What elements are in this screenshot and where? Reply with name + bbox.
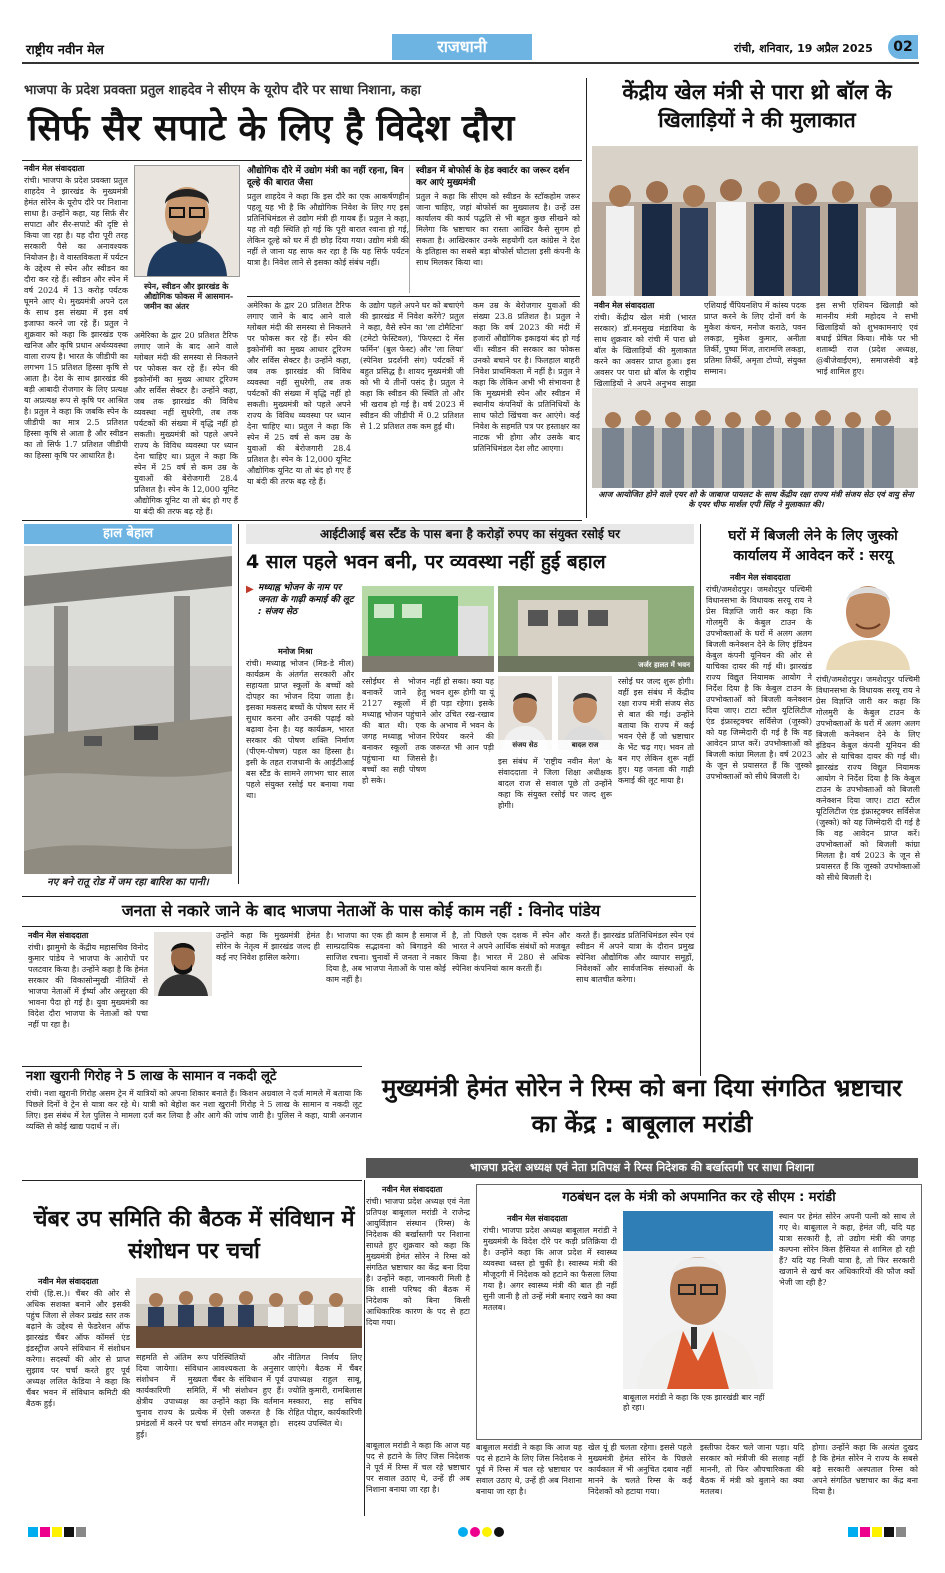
story1-photo-caption: स्पेन, स्वीडन और झारखंड के औद्योगिक फोकस में आसमान-जमीन का अंतर (144, 282, 234, 311)
story8-col2: सहमति से अंतिम रूप दिया जायेगा। संविधान संशोधन में मुख्यतः कार्यकारिणी समिति, क्षेत्रीय उपाध्यक्ष का चुनाव राज्य के प्रत्येक प्रमंडलों में करने पर चर्चा हुई। (136, 1353, 208, 1439)
story3-byline: मनोज मिश्रा (278, 647, 313, 656)
story1-col5: कम उम्र के बेरोजगार युवाओं की संख्या 23.8 प्रतिशत है। प्रतुल ने कहा कि वर्ष 2023 की मंदी में हजारों औद्योगिक इकाइयां बंद हो गई थीं। स्वीडन की सरकार का फोकस उनको बचाने पर है। फिलहाल बाहरी निवेश प्राथमिकता में नहीं है। प्रतुल ने कहा कि लेकिन अभी भी संभावना है कि मुख्यमंत्री स्पेन और स्वीडन में स्थानीय कंपनियों के प्रतिनिधियों के साथ फोटो खिंचवा कर आएंगे। कई निवेश के सहमति पत्र पर हस्ताक्षर का नाटक भी होगा और उसके बाद प्रतिनिधिमंडल देश लौट आएगा। (473, 301, 580, 453)
story1-portrait (134, 165, 240, 277)
story7-col4: इस्तीफा देकर चले जाना पड़ा। यदि सरकार को मंत्रीजी की सलाह नहीं माननी, तो फिर औपचारिकता की बैठक में मंत्री को बुलाने का क्या मतलब। (700, 1443, 804, 1496)
story5-col1: रांची। झामुमो के केंद्रीय महासचिव विनोद कुमार पांडेय ने भाजपा के आरोपों पर पलटवार किया है। उन्होंने कहा है कि हेमंत सरकार की विकासोन्मुखी नीतियों से भाजपा नेताओं में ईर्ष्या और असुरक्षा की भावना पैदा हो गई है। युवा मुख्यमंत्री का विदेश दौरा भाजपा के नेताओं को पचा नहीं पा रहा है। (28, 943, 148, 1029)
story7-box-caption: बाबूलाल मरांडी ने कहा कि एक झारखंडी बार नहीं हो रहा। (623, 1393, 765, 1412)
story6-headline: नशा खुरानी गिरोह ने 5 लाख के सामान व नकदी लूटे (26, 1069, 277, 1084)
story5-headline: जनता से नकारे जाने के बाद भाजपा नेताओं के पास कोई काम नहीं : विनोद पांडेय (121, 901, 601, 920)
story2-col3: इस सभी एशियन खिलाड़ी को माननीय मंत्री महोदय ने सभी खिलाड़ियों को शुभकामनाएं एवं बधाई प्रेषित किया। मौके पर भी शताब्दी राज (प्रदेश अध्यक्ष, @बीजेवाईएम), समाजसेवी बड़े भाई शामिल हुए। (816, 301, 918, 376)
story7-byline: नवीन मेल संवाददाता (382, 1185, 443, 1194)
story8-col1: रांची (हि.स.)। चैंबर की ओर से अधिक सशक्त बनाने और इसकी पहुंच जिला से लेकर प्रखंड स्तर तक बढ़ाने के उद्देश्य से फेडरेशन ऑफ झारखंड चैंबर ऑफ कॉमर्स एंड इंडस्ट्रीज अपने संविधान में संशोधन करेगा। सदस्यों की ओर से प्राप्त सुझाव पर चर्चा करते हुए पूर्व अध्यक्ष ललित केडिया ने कहा कि चैंबर भवन में संविधान कमिटी की बैठक हुई। (26, 1289, 130, 1408)
story2-caption2: आज आयोजित होने वाले एयर शो के जाबाज पायलट के साथ केंद्रीय रक्षा राज्य मंत्री संजय सेठ एवं वायु सेना के एयर चीफ मार्शल एपी सिंह ने मुलाकात की। (598, 490, 914, 509)
story3-kicker: आईटीआई बस स्टैंड के पास बना है करोड़ों रुपए का संयुक्त रसोई घर (246, 524, 694, 544)
story7-col1: रांची। भाजपा प्रदेश अध्यक्ष एवं नेता प्रतिपक्ष बाबूलाल मरांडी ने राजेन्द्र आयुर्विज्ञान संस्थान (रिम्स) के निदेशक की बर्खास्तगी पर निशाना साधते हुए शुक्रवार को कहा कि मुख्यमंत्री हेमंत सोरेन ने रिम्स को संगठित भ्रष्टाचार का केंद्र बना दिया है। उन्होंने कहा, जानकारी मिली है कि शासी परिषद की बैठक में निदेशक को बिना किसी आधिकारिक कारण के पद से हटा दिया गया। (366, 1197, 470, 1327)
story3-col3: नहीं हो सका। क्या यह भवन शुरू होगी या यूं ही पड़ा रहेगा। इसके ओर उचित रख-रखाव के अभाव में भवन के रिपेयर करने की जरूरत भी आन पड़ी है। (430, 677, 494, 763)
story5-col3: है। भाजपा का एक ही काम है समाज में साम्प्रदायिक सद्भावना को बिगाड़ने की साजिश रचना। चुनावों में जनता ने नकार दिया है, अब भाजपा नेताओं के पास कोई काम नहीं है। (326, 931, 446, 984)
story1-box1-title: औद्योगिक दौरे में उद्योग मंत्री का नहीं रहना, बिन दूल्हे की बारात जैसा (247, 166, 404, 188)
haal-photo (24, 546, 232, 874)
header (22, 34, 919, 64)
story7-col3: खेल यूं ही चलता रहेगा। इससे पहले मुख्यमंत्री हेमंत सोरेन के पिछले कार्यकाल में भी अनुचित दबाव नहीं मानने के चलते रिम्स के कई निदेशकों को हटाया गया। (588, 1443, 692, 1496)
story5-col4: है, तो पिछले एक दशक में स्पेन और भारत ने अपने आर्थिक संबंधों को मजबूत किया है। भारत में 280 से अधिक स्पेनिश कंपनियां काम करती हैं। (452, 931, 570, 973)
story4-byline: नवीन मेल संवाददाता (730, 573, 791, 582)
story3-col2: रसोईघर से भोजन बनाकरें जाने हेतु 2127 स्कूलों में मध्याह्न भोजन पहुंचाने की बात थी। एक जगह मध्याह्न भोजन बनाकर स्कूलों तक पहुंचाना था जिससे बच्चों का सही पोषण हो सके। (362, 677, 426, 785)
quote-arrow-icon: ▶ (246, 584, 254, 595)
story3-headline: 4 साल पहले भवन बनी, पर व्यवस्था नहीं हुई बहाल (246, 551, 606, 573)
story7-box-photo (623, 1211, 773, 1389)
story1-box2-text: प्रतुल ने कहा कि सीएम को स्वीडन के स्टॉकहोम जरूर जाना चाहिए, जहां बोफोर्स का मुख्यालय है। उन्हें उस कार्यालय की कार्य पद्धति से भी बहुत कुछ सीखने को मिलेगा कि भ्रष्टाचार का रास्ता आखिर कैसे सुगम हो सकता है। आखिरकार उनके सहयोगी दल कांग्रेस ने देश के इतिहास का सबसे बड़ा बोफोर्स घोटाला इसी कंपनी के साथ मिलकर किया था। (416, 192, 580, 267)
story4-headline: घरों में बिजली लेने के लिए जुस्को कार्यालय में आवेदन करें : सरयू (728, 528, 898, 564)
story1-col1b: अमेरिका के द्वार 20 प्रतिशत टैरिफ लगाए जाने के बाद आने वाले ग्लोबल मंदी की समस्या से निकलने पर फोकस कर रहे हैं। स्पेन की इकोनॉमी का मुख्य आधार टूरिज्म और सर्विस सेक्टर है। उन्होंने कहा, जब तक झारखंड की विविध व्यवस्था नहीं सुधरेगी, तब तक पर्यटकों की संख्या में वृद्धि नहीं हो सकती। मुख्यमंत्री को पहले अपने राज्य के विविध व्यवस्था पर ध्यान देना चाहिए था। प्रतुल ने कहा कि स्पेन में 25 वर्ष से कम उम्र के युवाओं की बेरोजगारी 28.4 प्रतिशत है। स्पेन के 12,000 यूनिट औद्योगिक यूनिट या तो बंद हो गए हैं या बंदी की तरफ बढ़ रहे हैं। (134, 331, 238, 516)
story3-photo-ruined (498, 586, 694, 672)
story1-kicker: भाजपा के प्रदेश प्रवक्ता प्रतुल शाहदेव ने सीएम के यूरोप दौरे पर साधा निशाना, कहा (24, 83, 421, 98)
story3-quote (246, 582, 354, 644)
story5-byline: नवीन मेल संवाददाता (28, 931, 89, 940)
masthead: राष्ट्रीय नवीन मेल (26, 43, 104, 58)
story3-photo-label: जर्जर हालत में भवन (638, 661, 690, 669)
section-label: राजधानी (392, 34, 532, 60)
story3-quote-text: मध्याह्न भोजन के नाम पर जनता के गाढ़ी कमाई की लूट : संजय सेठ (258, 583, 354, 617)
story2-photo1 (592, 146, 918, 296)
story2-byline: नवीन मेल संवाददाता (594, 301, 655, 310)
dateline: रांची, शनिवार, 19 अप्रैल 2025 (734, 42, 873, 55)
story3-photo-building (362, 586, 494, 672)
story7-col1b: बाबूलाल मरांडी ने कहा कि आज यह पद से हटाने के लिए जिस निदेशक ने पूर्व में रिम्स में चल रहे भ्रष्टाचार पर सवाल उठाए थे, उन्हें ही अब निशाना बनाया जा रहा है। (366, 1441, 470, 1494)
story8-col4: नीतिगत निर्णय लिए जाएंगे। बैठक में चैंबर उपाध्यक्ष राहुल साबू, ज्योति कुमारी, रामबिलास मस्कारा, सह सचिव रोहित पोद्दार, कार्यकारिणी सदस्य उपस्थित थे। (288, 1353, 362, 1428)
story8-headline: चेंबर उप समिति की बैठक में संविधान में संशोधन पर चर्चा (33, 1207, 355, 1264)
story8-col3: परिस्थितियों और आवश्यकता के अनुसार चैंबर के संविधान में पूर्व में भी संशोधन हुए हैं। उन्होंने कहा कि वर्तमान में ऐसी जरूरत है कि संगठन और मजबूत हो। (212, 1353, 284, 1428)
story4-text-col2: रांची/जमशेदपुर। जमशेदपुर पश्चिमी विधानसभा के विधायक सरयू राय ने प्रेस विज्ञप्ति जारी कर कहा कि गोलमुरी के केबुल टाउन के उपभोक्ताओं के घरों में अलग अलग बिजली कनेक्शन देने के लिए इंडियन केबुल कंपनी यूनियन की ओर से याचिका दायर की गई थी। झारखंड राज्य विद्युत नियामक आयोग ने निर्देश दिया है कि केबुल टाउन के उपभोक्ताओं को बिजली कनेक्शन दिया जाए। टाटा स्टील यूटिलिटीज एंड इंफ्रास्ट्रक्चर सर्विसेज (जुस्को) को यह जिम्मेदारी दी गई है कि वह आवेदन प्राप्त करें। उपभोक्ताओं को बिजली कांग्रा मिलता है। वर्ष 2023 के जून से प्रयासरत हैं कि जुस्को उपभोक्ताओं को सीधे बिजली दे। (816, 675, 920, 882)
story1-col3: अमेरिका के द्वार 20 प्रतिशत टैरिफ लगाए जाने के बाद आने वाले ग्लोबल मंदी की समस्या से निकलने पर फोकस कर रहे हैं। स्पेन की इकोनॉमी का मुख्य आधार टूरिज्म और सर्विस सेक्टर है। उन्होंने कहा, जब तक झारखंड की विविध व्यवस्था नहीं सुधरेगी, तब तक पर्यटकों की संख्या में वृद्धि नहीं हो सकती। मुख्यमंत्री को पहले अपने राज्य के विविध व्यवस्था पर ध्यान देना चाहिए था। प्रतुल ने कहा कि स्पेन में 25 वर्ष से कम उम्र के युवाओं की बेरोजगारी 28.4 प्रतिशत है। स्पेन के 12,000 यूनिट औद्योगिक यूनिट या तो बंद हो गए हैं या बंदी की तरफ बढ़ रहे हैं। (247, 301, 351, 486)
story1-col1: रांची। भाजपा के प्रदेश प्रवक्ता प्रतुल शाहदेव ने झारखंड के मुख्यमंत्री हेमंत सोरेन के यूरोप दौरे पर निशाना साधा है। उन्होंने कहा, यह सिर्फ़ सैर सपाटा और सैर-सपाटे की दृष्टि से किया जा रहा है। यह दौरा पूरी तरह सरकारी पैसे का अनावश्यक नियोजन है। वे वास्तविकता में पर्यटन के उद्देश्य से स्पेन और स्वीडन का दौरा कर रहे हैं। स्वीडन और स्पेन में वर्ष 2024 में 13 करोड़ पर्यटक घूमने आए थे। मुख्यमंत्री अपने दल के साथ इस संख्या में इस वर्ष इजाफा करने जा रहे हैं। प्रतुल ने शुक्रवार को कहा कि झारखंड एक खनिज और कृषि प्रधान अर्थव्यवस्था वाला राज्य है। भारत के जीडीपी का लगभग 15 प्रतिशत हिस्सा कृषि से आता है। देश के साथ झारखंड की बड़ी आबादी रोजगार के लिए प्रत्यक्ष या अप्रत्यक्ष रूप से कृषि पर आश्रित है। प्रतुल ने कहा कि जबकि स्पेन के जीडीपी का मात्र 2.5 प्रतिशत हिस्सा कृषि से आता है और स्वीडन का तो सिर्फ 1.7 प्रतिशत जीडीपी का हिस्सा कृषि पर आधारित है। (24, 176, 128, 460)
story6-text: रांची। नशा खुरानी गिरोह असम ट्रेन में यात्रियों को अपना शिकार बनाते हैं। किशन अग्रवाल ने दर्ज मामले में बताया कि पिछले दिनों वे ट्रेन से यात्रा कर रहे थे। यात्री को बेहोश कर नशा खुरानी गिरोह ने 5 लाख के सामान व नकदी लूट लिए। इस संबंध में रेल पुलिस ने मामला दर्ज कर लिया है और आगे की जांच जारी है। पुलिस ने कहा, यात्री अनजान व्यक्ति से कोई खाद्य पदार्थ न लें। (26, 1089, 362, 1131)
story3-portrait1-label: संजय सेठ (498, 740, 552, 750)
story1-headline: सिर्फ सैर सपाटे के लिए है विदेश दौरा (28, 108, 515, 149)
story7-box-text1: रांची। भाजपा प्रदेश अध्यक्ष बाबूलाल मरांडी ने मुख्यमंत्री के विदेश दौरे पर कड़ी प्रतिक्रिया दी है। उन्होंने कहा कि आज प्रदेश में स्वास्थ्य व्यवस्था ध्वस्त हो चुकी है। स्वास्थ्य मंत्री की मौजूदगी में निदेशक को हटाने का फैसला लिया गया है। अगर स्वास्थ्य मंत्री की बात ही नहीं सुनी जानी है तो उन्हें मंत्री बनाए रखने का क्या मतलब। (483, 1226, 617, 1312)
story1-box1-text: प्रतुल शाहदेव ने कहा कि इस दौरे का एक आकर्षणहीन पहलू यह भी है कि औद्योगिक निवेश के लिए गए इस प्रतिनिधिमंडल से उद्योग मंत्री ही गायब हैं। प्रतुल ने कहा, यह तो वही स्थिति हो गई कि पूरी बारात रवाना हो गई, लेकिन दूल्हे को घर में ही छोड़ दिया गया। उद्योग मंत्री की नहीं ले जाना यह साफ कर रहा है कि यह सिर्फ पर्यटन यात्रा है। निवेश लाने से इसका कोई संबंध नहीं। (247, 192, 409, 267)
story7-headline: मुख्यमंत्री हेमंत सोरेन ने रिम्स को बना दिया संगठित भ्रष्टाचार का केंद्र : बाबूलाल मरांडी (382, 1074, 902, 1138)
story7-strap: भाजपा प्रदेश अध्यक्ष एवं नेता प्रतिपक्ष ने रिम्स निदेशक की बर्खास्तगी पर साधा निशाना (366, 1158, 918, 1178)
story2-col2: एशियाई चैंपियनशिप में कांस्य पदक प्राप्त करने के लिए दोनों वर्ग के मुकेश कंचन, मनोज कराठे, पवन लकड़ा, मुकेश कुमार, अनीता तिर्की, पुष्पा मिंज, तारामणि लकड़ा, प्रतिमा तिर्की, अमृता टोप्पो, संयुक्त सम्मान। (704, 301, 806, 376)
story7-box-title: गठबंधन दल के मंत्री को अपमानित कर रहे सीएम : मरांडी (562, 1190, 836, 1205)
haal-label: हाल बेहाल (24, 524, 232, 544)
story3-portrait2-label: बादल राज (558, 740, 612, 750)
story8-byline: नवीन मेल संवाददाता (38, 1277, 99, 1286)
story2-headline: केंद्रीय खेल मंत्री से पारा थ्रो बॉल के खिलाड़ियों ने की मुलाकात (622, 80, 892, 132)
story5-portrait (154, 932, 212, 996)
story7-box-byline: नवीन मेल संवाददाता (507, 1214, 568, 1223)
story1-col4: के उद्योग पहले अपने घर को बचाएंगे की झारखंड में निवेश करेंगे? प्रतुल ने कहा, वैसे स्पेन का 'ला टोमैटिना' (टमेटो फेस्टिवल), 'फिएस्टा दे मेंस फर्मिन' (बुल फेस्ट) और 'ला लिया' (स्पेनिश प्रदर्शनी संग) पर्यटकों में बहुत प्रसिद्ध है। शायद मुख्यमंत्री जी को भी ये तीनों पसंद है। प्रतुल ने कहा कि स्वीडन की स्थिति तो और भी खराब हो गई है। वर्ष 2023 में स्वीडन की जीडीपी में 0.2 प्रतिशत से 1.2 प्रतिशत तक कम हुई थी। (360, 301, 464, 431)
story4-text: रांची/जमशेदपुर। जमशेदपुर पश्चिमी विधानसभा के विधायक सरयू राय ने प्रेस विज्ञप्ति जारी कर कहा कि गोलमुरी के केबुल टाउन के उपभोक्ताओं के घरों में अलग अलग बिजली कनेक्शन देने के लिए इंडियन केबुल कंपनी यूनियन की ओर से याचिका दायर की गई थी। झारखंड राज्य विद्युत नियामक आयोग ने निर्देश दिया है कि केबुल टाउन के उपभोक्ताओं को बिजली कनेक्शन दिया जाए। टाटा स्टील यूटिलिटीज एंड इंफ्रास्ट्रक्चर सर्विसेज (जुस्को) को यह जिम्मेदारी दी गई है कि वह आवेदन प्राप्त करें। उपभोक्ताओं को बिजली कांग्रा मिलता है। वर्ष 2023 के जून से प्रयासरत हैं कि जुस्को उपभोक्ताओं को सीधे बिजली दे। (706, 585, 812, 781)
registration-strip (28, 1522, 918, 1534)
story7-box (476, 1184, 922, 1440)
story7-box-text2: स्थान पर हेमंत सोरेन अपनी पत्नी को साथ ले गए थे। बाबूलाल ने कहा, हेमंत जी, यदि यह यात्रा सरकारी है, तो उद्योग मंत्री की जगह कल्पना सोरेन किस हैसियत से शामिल हो रही हैं? यदि यह निजी यात्रा है, तो फिर सरकारी खजाने से खर्च कर अधिकारियों की फौज क्यों भेजी जा रही है? (779, 1212, 915, 1287)
story3-portrait1 (498, 676, 552, 750)
story5-col5: करते हैं। झारखंड प्रतिनिधिमंडल स्पेन एवं स्वीडन में अपने यात्रा के दौरान प्रमुख स्पेनिश औद्योगिक और व्यापार समूहों, निवेशकों और सार्वजनिक संस्थाओं के साथ बातचीत करेगा। (576, 931, 694, 984)
story7-col5: होगा। उन्होंने कहा कि अत्यंत दुखद है कि हेमंत सोरेन ने राज्य के सबसे बड़े सरकारी अस्पताल रिम्स को अपने संगठित भ्रष्टाचार का केंद्र बना दिया है। (812, 1443, 918, 1496)
story4-portrait (816, 572, 920, 670)
story1-box2-title: स्वीडन में बोफोर्स के हेड क्वार्टर का जरूर दर्शन कर आएं मुख्यमंत्री (416, 166, 570, 188)
story5-col2: उन्होंने कहा कि मुख्यमंत्री हेमंत सोरेन के नेतृत्व में झारखंड जल्द ही कई नए निवेश हासिल करेगा। (216, 931, 320, 962)
haal-caption: नए बने रातू रोड में जम रहा बारिश का पानी। (47, 877, 209, 888)
story3-col1: रांची। मध्याह्न भोजन (मिड-डे मील) कार्यक्रम के अंतर्गत सरकारी और सहायता प्राप्त स्कूलों के बच्चों को दोपहर का भोजन दिया जाता है। इसका मकसद बच्चों के पोषण स्तर में सुधार करना और उनकी पढ़ाई को बढ़ावा देना है। यह कार्यक्रम, भारत सरकार की पोषण शक्ति निर्माण (पीएम-पोषण) पहल का हिस्सा है। इसी के तहत राजधानी के आईटीआई बस स्टैंड के सामने लगभग चार साल पहले संयुक्त रसोई घर बनाया गया था। (246, 659, 354, 800)
story7-col2: बाबूलाल मरांडी ने कहा कि आज यह पद से हटाने के लिए जिस निदेशक ने पूर्व में रिम्स में चल रहे भ्रष्टाचार पर सवाल उठाए थे, उन्हें ही अब निशाना बनाया जा रहा है। (476, 1443, 582, 1496)
story1-box2 (416, 165, 580, 293)
story3-col4: इस संबंध में 'राष्ट्रीय नवीन मेल' के संवाददाता ने जिला शिक्षा अधीक्षक बादल राज से सवाल पूछे तो उन्होंने कहा कि संयुक्त रसोई घर जल्द शुरू होगी। (498, 757, 612, 810)
story3-col5: रसोई घर जल्द शुरू होगी। वहीं इस संबंध में केंद्रीय रक्षा राज्य मंत्री संजय सेठ से बात की गई। उन्होंने बताया कि राज्य में कई भवन ऐसे हैं जो भ्रष्टाचार के भेंट चढ़ गए। भवन तो बन गए लेकिन शुरू नहीं हुए। यह जनता की गाढ़ी कमाई की लूट माया है। (618, 677, 694, 785)
story1-byline: नवीन मेल संवाददाता (24, 164, 85, 173)
story8-photo (136, 1278, 362, 1348)
story3-portrait2 (558, 676, 612, 750)
story1-box1 (247, 165, 410, 293)
story2-col1: रांची। केंद्रीय खेल मंत्री (भारत सरकार) डॉ.मनसुख मंडाविया के साथ शुक्रवार को रांची में पारा थ्रो बॉल के खिलाड़ियों की मुलाकात करने का अवसर प्राप्त हुआ। इस अवसर पर पारा थ्रो बॉल के राष्ट्रीय खिलाड़ियों ने अपने अनुभव साझा (594, 313, 696, 388)
story2-photo2 (592, 388, 918, 488)
page-number: 02 (888, 35, 918, 59)
